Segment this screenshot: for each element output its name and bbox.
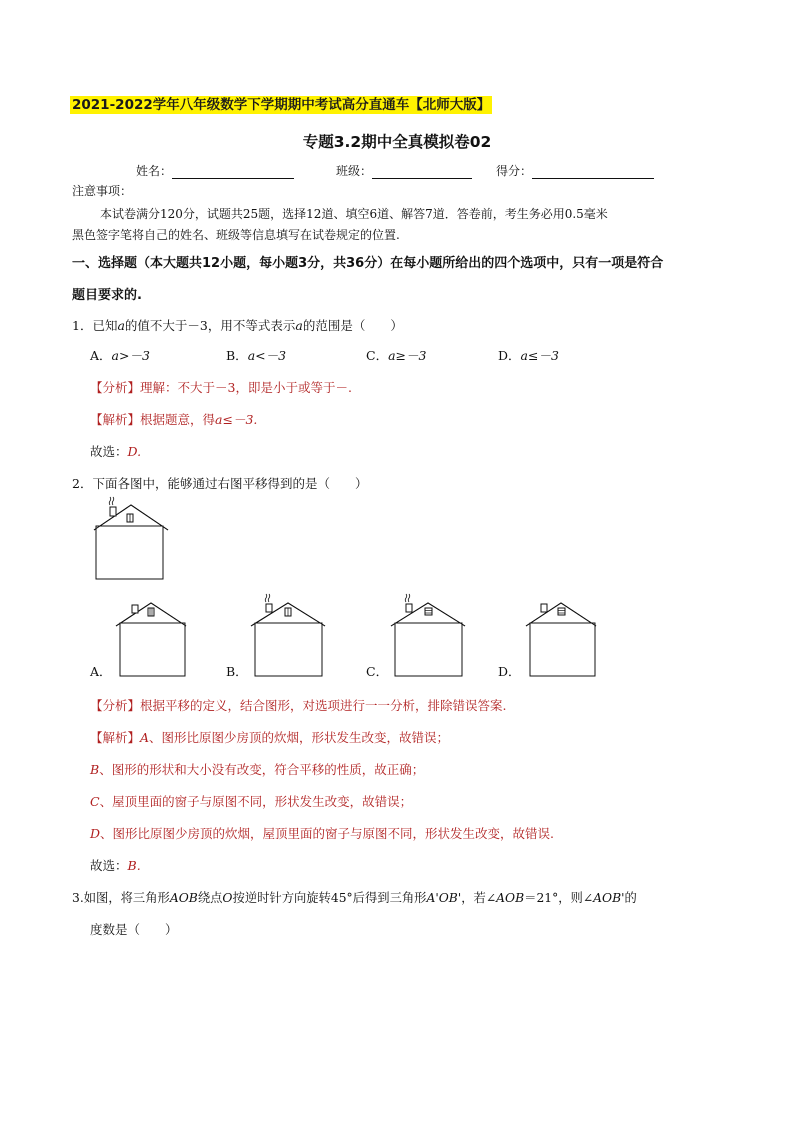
window (558, 608, 565, 615)
q3-var: A'OB' (426, 891, 462, 905)
notice-line-1: 本试卷满分120分，试题共25题，选择12道、填空6道、解答7道．答卷前，考生务必用0.5毫米 (100, 207, 608, 221)
solution-text: 、图形的形状和大小没有改变，符合平移的性质，故正确； (99, 762, 425, 777)
option-label: A． (90, 348, 112, 363)
section-heading-line-2: 题目要求的. (72, 288, 142, 303)
page-title: 专题3.2期中全真模拟卷02 (302, 133, 492, 151)
window (148, 608, 154, 616)
solution-text: 、图形比原图少房顶的炊烟，形状发生改变，故错误； (149, 730, 450, 745)
q3-text: 绕点 (197, 891, 223, 905)
option-letter: B (90, 762, 100, 777)
analysis-text: 理解：不大于－3，即是小于或等于－. (140, 380, 352, 395)
option-b-house-figure (248, 592, 330, 678)
score-blank (532, 166, 654, 179)
solution-text: 、图形比原图少房顶的炊烟，屋顶里面的窗子与原图不同，形状发生改变，故错误. (100, 826, 555, 841)
option-expr: a>－3 (111, 348, 150, 363)
option-letter: D (90, 826, 101, 841)
chimney (132, 605, 138, 613)
option-letter: C (90, 794, 100, 809)
option-letter: A (140, 730, 150, 745)
q3-text: 按逆时针方向旋转45°后得到三角形 (232, 891, 427, 905)
analysis-tag: 【分析】 (90, 380, 141, 395)
q2-stem: 2．下面各图中，能够通过右图平移得到的是（ ） (72, 476, 368, 491)
notice-heading: 注意事项： (72, 184, 133, 198)
q3-stem-line-1 (72, 888, 637, 906)
q2-solution-b (90, 760, 424, 778)
chimney (266, 604, 272, 612)
q2-option-a-label: A． (90, 664, 112, 679)
q1-stem-part: 的值不大于－3，用不等式表示 (124, 318, 296, 333)
q1-option-a (90, 346, 150, 364)
score-label: 得分： (496, 164, 533, 178)
chimney (406, 604, 412, 612)
answer-label: 故选： (90, 444, 128, 459)
q3-var: O (222, 891, 233, 905)
name-label: 姓名： (136, 164, 173, 178)
smoke-icon (405, 594, 410, 602)
q2-option-c-label: C． (366, 664, 389, 679)
q1-stem (72, 316, 403, 334)
option-label: B． (226, 348, 248, 363)
option-label: C． (366, 348, 389, 363)
house-body (255, 623, 322, 676)
option-expr: a≤－3 (520, 348, 559, 363)
q1-var: a (295, 318, 303, 333)
reference-house-figure (88, 496, 174, 582)
q2-solution-c (90, 792, 412, 810)
house-body (395, 623, 462, 676)
q1-option-d (498, 346, 559, 364)
q3-var: AOB (496, 891, 525, 905)
chimney (110, 507, 116, 516)
notice-line-2: 黑色签字笔将自己的姓名、班级等信息填写在试卷规定的位置. (72, 228, 400, 242)
q1-stem-part: 的范围是（ ） (302, 318, 403, 333)
solution-tag: 【解析】 (90, 412, 141, 427)
q1-option-b (226, 346, 286, 364)
name-field (136, 162, 294, 179)
q2-option-d-label: D． (498, 664, 521, 679)
house-body (120, 623, 185, 676)
house-body (96, 526, 163, 579)
analysis-text: 根据平移的定义，结合图形，对选项进行一一分析，排除错误答案. (140, 698, 507, 713)
q1-solution (90, 410, 257, 428)
smoke-icon (265, 594, 270, 602)
q3-var: AOB (169, 891, 198, 905)
q2-answer (90, 856, 141, 874)
option-c-house-figure (388, 592, 470, 678)
analysis-tag: 【分析】 (90, 698, 141, 713)
q2-solution-a (90, 728, 449, 746)
series-banner: 2021-2022学年八年级数学下学期期中考试高分直通车【北师大版】 (72, 97, 491, 113)
class-blank (372, 166, 472, 179)
q3-text: ，若∠ (461, 891, 497, 905)
q3-var: AOB' (593, 891, 625, 905)
q3-text: 的 (624, 891, 637, 905)
q1-stem-part: 1．已知 (72, 318, 118, 333)
option-d-house-figure (522, 600, 602, 678)
q2-option-b-label: B． (226, 664, 248, 679)
q1-analysis (90, 378, 352, 396)
answer-value: B. (127, 858, 141, 873)
q3-text: ＝21°，则∠ (524, 891, 594, 905)
option-label: D． (498, 348, 521, 363)
solution-tag: 【解析】 (90, 730, 141, 745)
q2-analysis (90, 696, 507, 714)
answer-label: 故选： (90, 858, 128, 873)
q1-answer (90, 442, 141, 460)
house-body (530, 623, 595, 676)
window (425, 608, 432, 615)
option-a-house-figure (112, 600, 192, 678)
solution-expr: a≤－3. (215, 412, 258, 427)
option-expr: a<－3 (247, 348, 287, 363)
class-label: 班级： (336, 164, 373, 178)
chimney (541, 604, 547, 612)
solution-text: 、屋顶里面的窗子与原图不同，形状发生改变，故错误； (99, 794, 413, 809)
class-field (336, 162, 472, 179)
score-field (496, 162, 654, 179)
option-expr: a≥－3 (388, 348, 427, 363)
q1-option-c (366, 346, 426, 364)
q1-var: a (117, 318, 125, 333)
solution-text: 根据题意，得 (140, 412, 216, 427)
name-blank (172, 166, 294, 179)
q2-solution-d (90, 824, 554, 842)
q3-stem-line-2: 度数是（ ） (90, 922, 178, 937)
section-heading-line-1: 一、选择题（本大题共12小题，每小题3分，共36分）在每小题所给出的四个选项中，只有一项是符合 (72, 256, 664, 271)
smoke-icon (109, 497, 114, 505)
q3-text: 3.如图，将三角形 (72, 891, 170, 905)
answer-value: D. (127, 444, 142, 459)
